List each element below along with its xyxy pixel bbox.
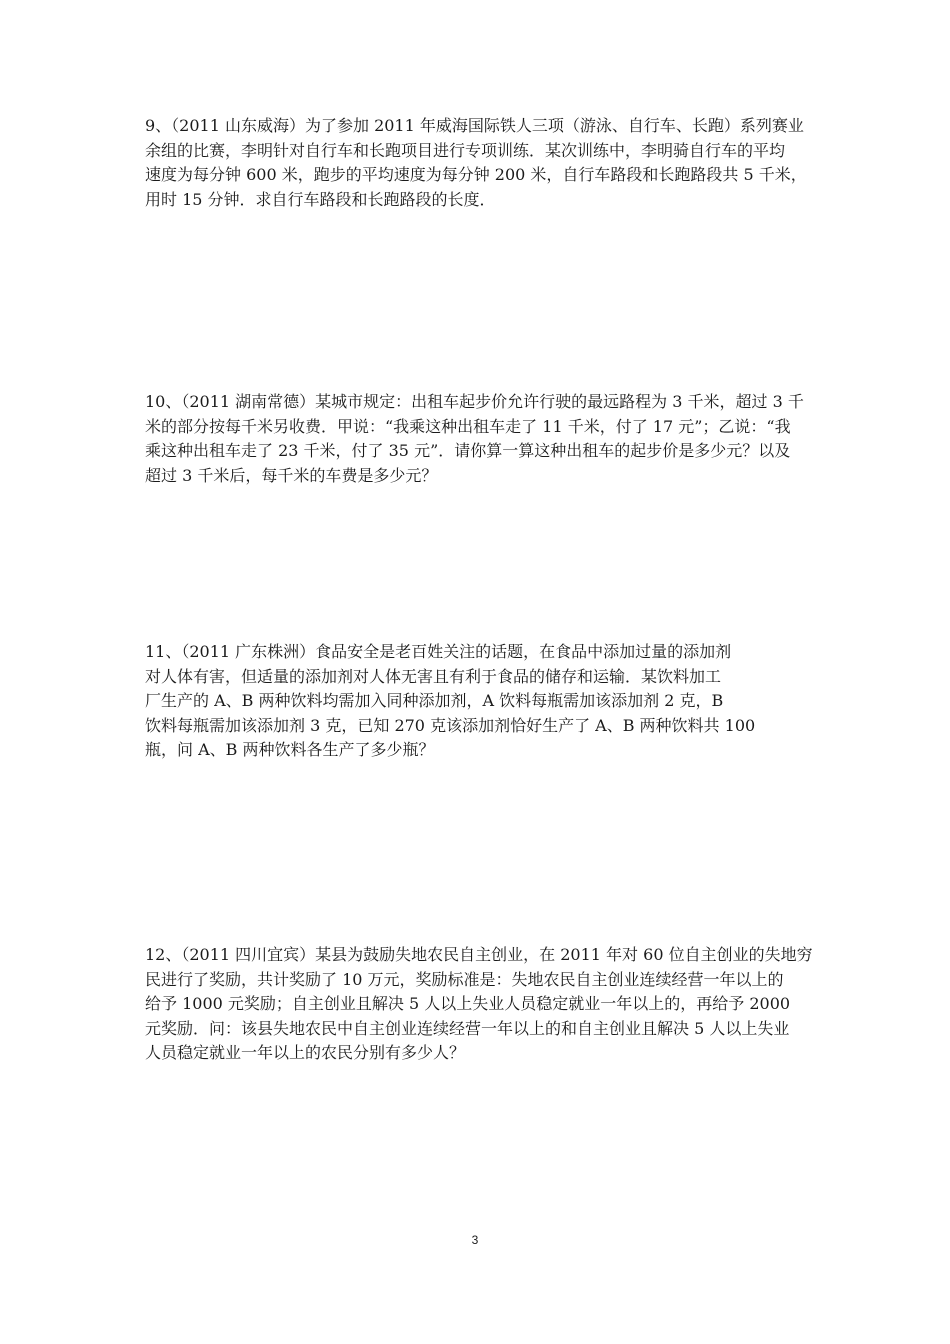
problem-9-line: 用时 15 分钟．求自行车路段和长跑路段的长度． [145,189,496,209]
problem-9-line: 9、（2011 山东威海）为了参加 2011 年威海国际铁人三项（游泳、自行车、长跑）系列赛业 [145,116,804,135]
problem-9-line: 速度为每分钟 600 米，跑步的平均速度为每分钟 200 米，自行车路段和长跑路段共 5 千米， [145,165,807,184]
problem-11-line: 厂生产的 A、B 两种饮料均需加入同种添加剂，A 饮料每瓶需加该添加剂 2 克，B [145,691,724,710]
problem-12-line: 民进行了奖励，共计奖励了 10 万元，奖励标准是：失地农民自主创业连续经营一年以上的 [145,969,784,989]
problem-10-line: 10、（2011 湖南常德）某城市规定：出租车起步价允许行驶的最远路程为 3 千米，超过 3 千 [145,392,804,411]
problem-11-line: 饮料每瓶需加该添加剂 3 克，已知 270 克该添加剂恰好生产了 A、B 两种饮料共 100 [145,715,756,735]
problem-12-line: 12、（2011 四川宜宾）某县为鼓励失地农民自主创业，在 2011 年对 60 位自主创业的失地穷 [145,945,813,964]
problem-11 [145,640,755,763]
problem-11-line: 对人体有害，但适量的添加剂对人体无害且有利于食品的储存和运输．某饮料加工 [145,666,722,686]
problem-11-line: 瓶，问 A、B 两种饮料各生产了多少瓶？ [145,740,435,759]
problem-10-line: 超过 3 千米后，每千米的车费是多少元？ [145,465,438,485]
problem-9-line: 余组的比赛，李明针对自行车和长跑项目进行专项训练．某次训练中，李明骑自行车的平均 [145,140,786,160]
page-number: 3 [471,1233,479,1247]
problem-10-line: 米的部分按每千米另收费．甲说：“我乘这种出租车走了 11 千米，付了 17 元”；乙说：“我 [145,416,791,436]
problem-10-line: 乘这种出租车走了 23 千米，付了 35 元”．请你算一算这种出租车的起步价是多少元？以及 [145,441,791,460]
problem-12-line: 给予 1000 元奖励；自主创业且解决 5 人以上失业人员稳定就业一年以上的，再给予 2000 [145,994,791,1013]
problem-12 [145,943,815,1066]
problem-9 [145,114,815,212]
problem-11-line: 11、（2011 广东株洲）食品安全是老百姓关注的话题，在食品中添加过量的添加剂 [145,642,732,661]
problem-12-line: 元奖励．问：该县失地农民中自主创业连续经营一年以上的和自主创业且解决 5 人以上失业 [145,1018,790,1038]
problem-12-line: 人员稳定就业一年以上的农民分别有多少人？ [145,1043,466,1062]
problem-10 [145,390,815,488]
